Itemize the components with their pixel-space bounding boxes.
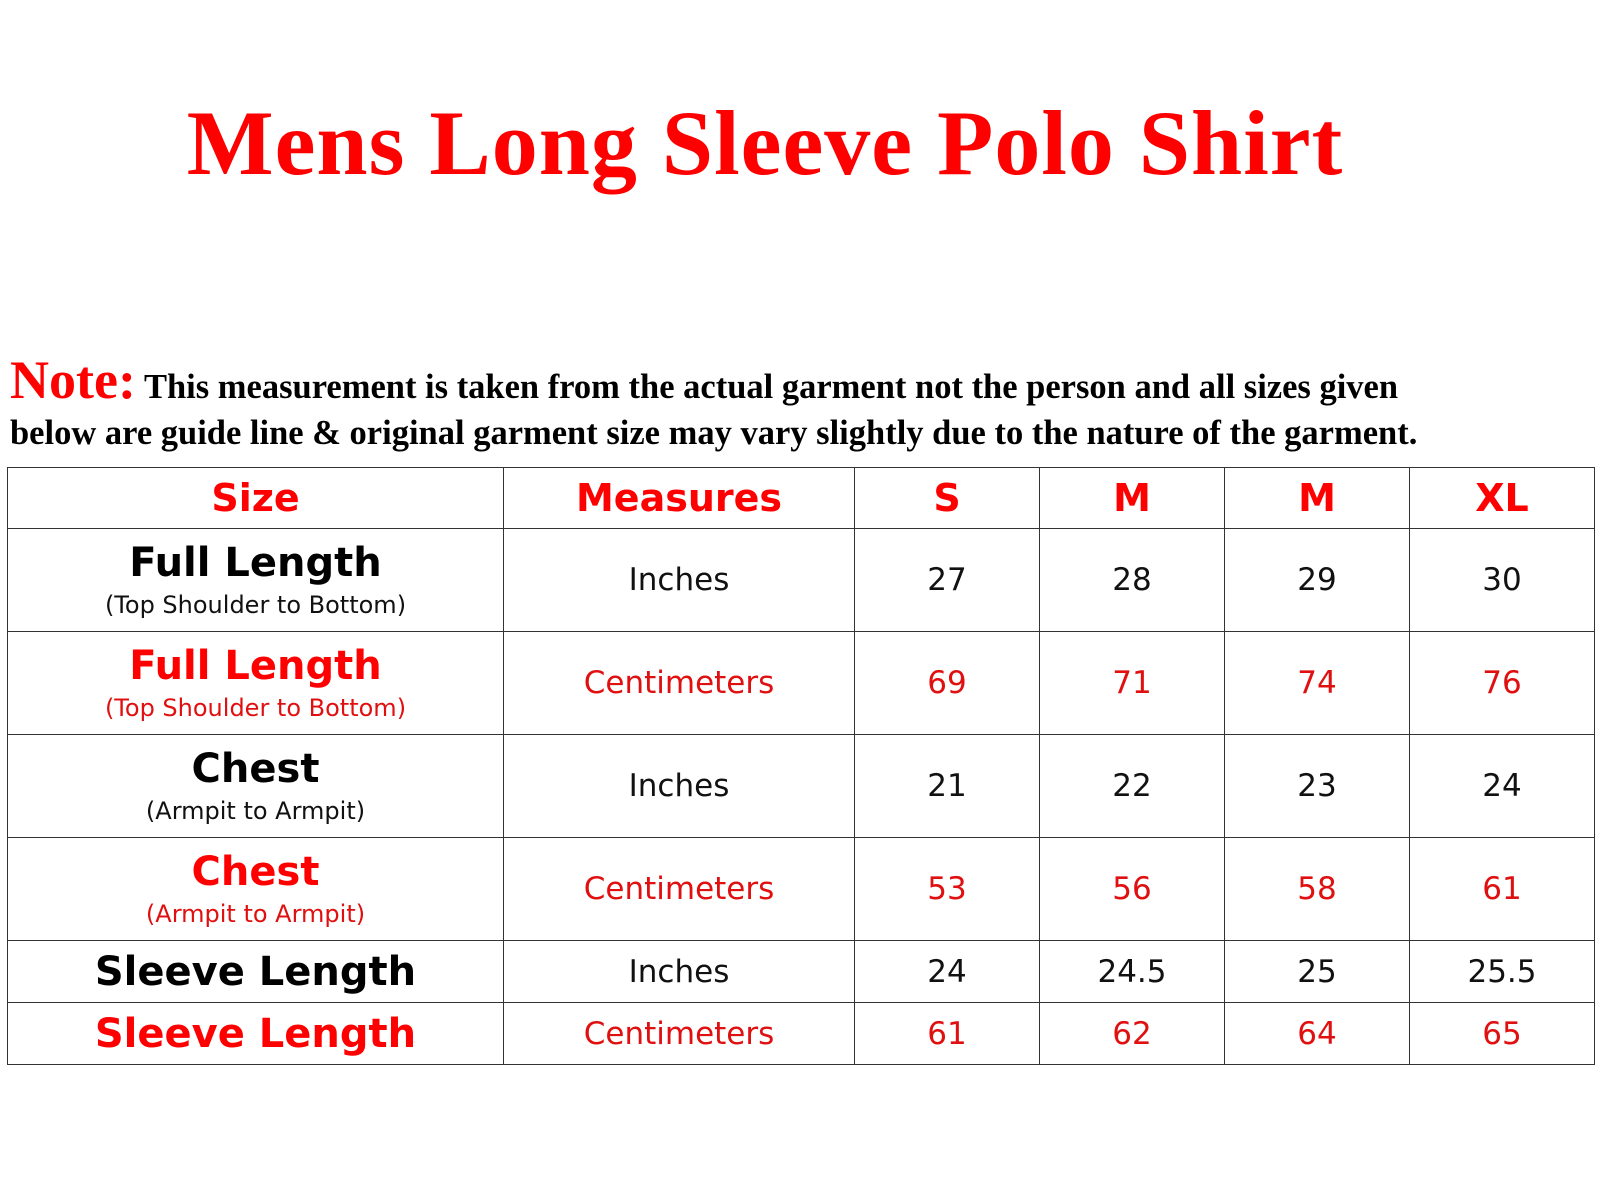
value-cell: 62 (1040, 1003, 1225, 1065)
value-cell: 65 (1410, 1003, 1595, 1065)
size-chart-table (7, 467, 1595, 1065)
note-label: Note: (10, 350, 136, 410)
measurement-name: Sleeve Length (94, 948, 417, 995)
value-cell: 24 (1410, 735, 1595, 838)
measurement-detail: (Armpit to Armpit) (145, 797, 366, 825)
value-cell: 24 (855, 941, 1040, 1003)
value-cell: 23 (1225, 735, 1410, 838)
measurement-note (10, 350, 1595, 456)
table-row (8, 632, 1595, 735)
measurement-name: Full Length (129, 540, 382, 586)
value-cell: 61 (1410, 838, 1595, 941)
measurement-name: Sleeve Length (94, 1010, 417, 1057)
measurement-detail: (Top Shoulder to Bottom) (104, 694, 407, 722)
value-cell: 25 (1225, 941, 1410, 1003)
table-row (8, 941, 1595, 1003)
measurement-cell (8, 941, 504, 1003)
table-row (8, 529, 1595, 632)
table-row (8, 838, 1595, 941)
table-row (8, 735, 1595, 838)
value-cell: 69 (855, 632, 1040, 735)
measurement-name: Chest (191, 849, 320, 895)
measurement-cell (8, 529, 504, 632)
value-cell: 74 (1225, 632, 1410, 735)
unit-cell: Inches (504, 529, 855, 632)
header-size: Size (8, 468, 504, 529)
header-size-m: M (1040, 468, 1225, 529)
value-cell: 71 (1040, 632, 1225, 735)
measurement-detail: (Top Shoulder to Bottom) (104, 591, 407, 619)
measurement-name: Chest (191, 746, 320, 792)
table-header-row (8, 468, 1595, 529)
unit-cell: Inches (504, 941, 855, 1003)
value-cell: 22 (1040, 735, 1225, 838)
table-row (8, 1003, 1595, 1065)
note-text-line-2: below are guide line & original garment size may vary slightly due to the nature of the garment. (10, 414, 1418, 452)
measurement-detail: (Armpit to Armpit) (145, 900, 366, 928)
value-cell: 76 (1410, 632, 1595, 735)
unit-cell: Centimeters (504, 838, 855, 941)
value-cell: 30 (1410, 529, 1595, 632)
value-cell: 21 (855, 735, 1040, 838)
header-measures: Measures (504, 468, 855, 529)
value-cell: 25.5 (1410, 941, 1595, 1003)
value-cell: 29 (1225, 529, 1410, 632)
value-cell: 28 (1040, 529, 1225, 632)
measurement-cell (8, 1003, 504, 1065)
value-cell: 53 (855, 838, 1040, 941)
header-size-m-second: M (1225, 468, 1410, 529)
value-cell: 61 (855, 1003, 1040, 1065)
unit-cell: Centimeters (504, 1003, 855, 1065)
header-size-xl: XL (1410, 468, 1595, 529)
measurement-cell (8, 838, 504, 941)
measurement-cell (8, 735, 504, 838)
header-size-s: S (855, 468, 1040, 529)
value-cell: 64 (1225, 1003, 1410, 1065)
page-title: Mens Long Sleeve Polo Shirt (186, 92, 1344, 194)
unit-cell: Centimeters (504, 632, 855, 735)
unit-cell: Inches (504, 735, 855, 838)
measurement-name: Full Length (129, 643, 382, 689)
note-text-line-1: This measurement is taken from the actual garment not the person and all sizes given (143, 368, 1399, 406)
value-cell: 58 (1225, 838, 1410, 941)
measurement-cell (8, 632, 504, 735)
value-cell: 24.5 (1040, 941, 1225, 1003)
value-cell: 27 (855, 529, 1040, 632)
value-cell: 56 (1040, 838, 1225, 941)
